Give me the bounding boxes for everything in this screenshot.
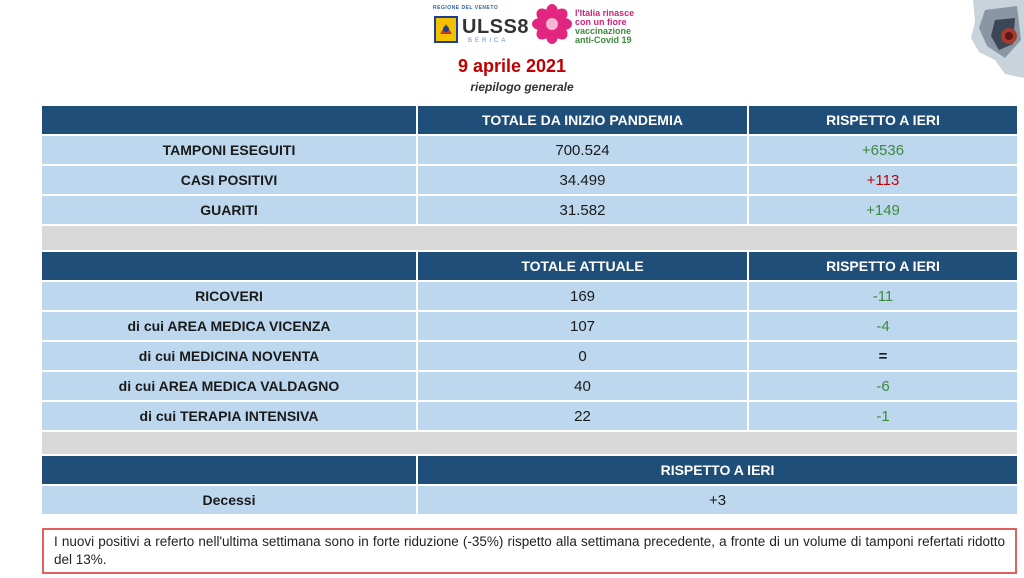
summary-note: I nuovi positivi a referto nell'ultima settimana sono in forte riduzione (-35%) rispetto alla settimana precedente, a fronte di un volume di tamponi refertati ridotto del 13%. [42,528,1017,574]
row-delta: +113 [749,166,1017,194]
row-total: 22 [418,402,747,430]
row-delta: +3 [418,486,1017,514]
row-label: di cui TERAPIA INTENSIVA [42,402,416,430]
campaign-text [575,9,634,45]
header-total-cell: TOTALE ATTUALE [418,252,747,280]
row-delta: +149 [749,196,1017,224]
row-delta: -4 [749,312,1017,340]
table-row [42,312,1017,340]
row-total: 169 [418,282,747,310]
campaign-line-3: vaccinazione [575,26,632,36]
row-label: CASI POSITIVI [42,166,416,194]
header-total-cell: TOTALE DA INIZIO PANDEMIA [418,106,747,134]
row-total: 31.582 [418,196,747,224]
campaign-line-1: l'Italia rinasce [575,8,635,18]
row-total: 0 [418,342,747,370]
row-delta: +6536 [749,136,1017,164]
row-delta: -6 [749,372,1017,400]
header-blank-cell [42,106,416,134]
table-row [42,196,1017,224]
header-delta-cell: RISPETTO A IERI [749,252,1017,280]
table-row [42,372,1017,400]
current-table [42,252,1017,456]
campaign-line-2: con un fiore [575,17,627,27]
table-row [42,342,1017,370]
row-label: di cui MEDICINA NOVENTA [42,342,416,370]
row-label: di cui AREA MEDICA VICENZA [42,312,416,340]
table-row [42,136,1017,164]
row-total: 34.499 [418,166,747,194]
row-label: Decessi [42,486,416,514]
table-header-row [42,252,1017,280]
report-date: 9 aprile 2021 [457,56,567,76]
row-label: GUARITI [42,196,416,224]
row-delta: -1 [749,402,1017,430]
table-row [42,486,1017,514]
header-blank-cell [42,252,416,280]
row-label: di cui AREA MEDICA VALDAGNO [42,372,416,400]
table-row [42,402,1017,430]
row-label: TAMPONI ESEGUITI [42,136,416,164]
header-blank-cell [42,456,416,484]
header-delta-cell: RISPETTO A IERI [749,106,1017,134]
row-delta: = [749,342,1017,370]
table-row [42,282,1017,310]
table-row [42,166,1017,194]
row-delta: -11 [749,282,1017,310]
campaign-line-4: anti-Covid 19 [575,35,632,45]
flower-icon [532,4,572,44]
deaths-table [42,456,1017,516]
row-total: 40 [418,372,747,400]
row-label: RICOVERI [42,282,416,310]
header-delta-cell: RISPETTO A IERI [418,456,1017,484]
ulss-logo-text: ULSS8 [462,16,529,38]
table-divider [42,226,1017,250]
table-header-row [42,456,1017,484]
region-caption: REGIONE DEL VENETO [433,5,499,11]
row-total: 107 [418,312,747,340]
table-divider [42,432,1017,454]
berica-text: BERICA [468,38,509,44]
cumulative-table [42,106,1017,250]
veneto-crest-icon [434,16,458,43]
row-total: 700.524 [418,136,747,164]
report-subtitle: riepilogo generale [470,80,574,94]
table-header-row [42,106,1017,134]
